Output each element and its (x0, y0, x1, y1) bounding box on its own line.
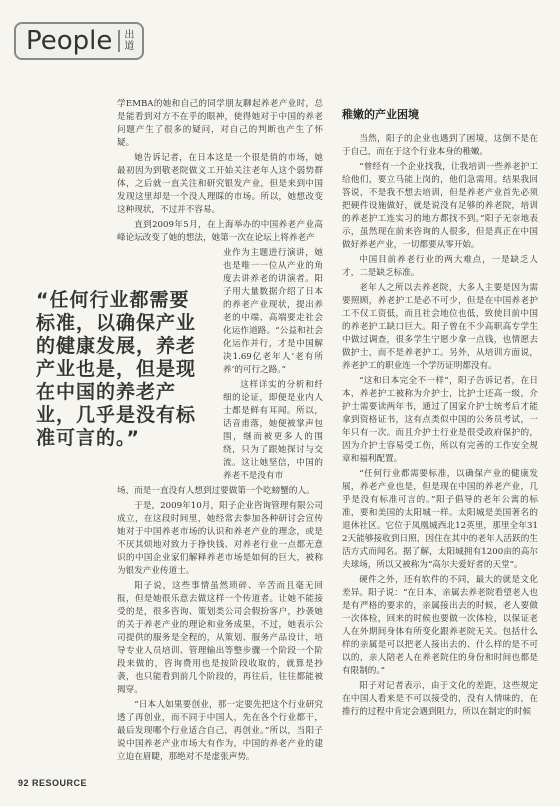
mid-paragraph-1: 学EMBA的她和自己的同学朋友聊起养老产业时，总是能看到对方不在乎的眼神，使得她对于中国的养老问题产生了很多的疑问，对自己的判断也产生了怀疑。 (117, 99, 323, 148)
magazine-name: RESOURCE (32, 778, 88, 788)
right-paragraph-6: “任何行业都需要标准，以确保产业的健康发展，养老产业也是，但是现在中国的养老产业，几乎是没有标准可言的。”阳子倡导的老年公寓的标准，要和美国的太阳城一样。太阳城是美国著名的退休社区。它位于凤凰城西北12英里，那里全年312天能够接收到日照，因住在其中的老年人活跃的生活方式而闻名。据了解，太阳城拥有1200亩的高尔夫球场，所以又被称为“高尔夫爱好者的天堂”。 (342, 469, 538, 570)
right-paragraph-8: 阳子对记者表示，由于文化的差距，这些规定在中国人看来是不可以接受的，没有人情味的，在推行的过程中肯定会遇到阻力，所以在制定的时候 (342, 681, 538, 717)
section-heading: 稚嫩的产业困境 (342, 108, 419, 121)
mid-narrow-paragraph-2: 这样详实的分析和纤细的论证，即便是业内人士都是鲜有耳闻。所以，话音甫落，她便被掌声包围，继而被更多人的围绕，只为了跟她探讨与交流。这让她坚信，中国的养老不是没有市 (223, 380, 323, 481)
right-paragraph-4: 老年人之所以去养老院，大多人主要是因为需要照顾，养老护工是必不可少，但是在中国养老护工不仅工资低，而且社会地位也低，致使目前中国的养老护工缺口巨大。阳子曾在不少高职高专学生中做过调查，很多学生宁愿少拿一点钱，也情愿去做护士，而不是养老护工。另外，从培训方面说，养老护工的职业连一个学历证明都没有。 (342, 283, 538, 371)
middle-column (117, 98, 323, 766)
mid-paragraph-6: 阳子说，这些事情虽然琐碎、辛苦而且毫无回报，但是她很乐意去做这样一个传道者。让她不能接受的是，很多咨询、策划类公司会假扮客户，抄袭她的关于养老产业的理论和业务成果，不过，她表示公司提供的服务是全程的，从策划、服务产品设计，培导专业人员培训、管理输出等整步骤一个阶段一个阶段来做的，咨询费用也是按阶段收取的，就算是抄袭，也只能看到前几个阶段的，再往后，往往都能被揭穿。 (117, 581, 323, 695)
mid-narrow-paragraph-1: 业作为主题进行演讲，她也是唯一一位从产业的角度去讲养老的讲演者。阳子用大量数据介绍了日本的养老产业现状，提出养老的中端、高端要走社会化运作道路。“公益和社会化运作并行，才是中国解决1.69亿老年人‘老有所养’的可行之路。” (223, 248, 323, 375)
section-subtitle (118, 30, 134, 52)
mid-paragraph-3: 直到2009年5月，在上海举办的中国养老产业高峰论坛改变了她的想法，她第一次在论坛上将养老产 (117, 220, 323, 243)
mid-paragraph-7: “日本人如果要创业，那一定要先把这个行业研究透了再创业，而不同于中国人，先在各个行业都干，最后发现哪个行业适合自己，再创业。”所以，当阳子说中国养老产业市场大有作为，中国的养老产业的建立迫在眉睫，那绝对不是虚张声势。 (117, 700, 323, 762)
page-footer (18, 778, 87, 788)
section-subtitle-line-1: 出 (124, 30, 135, 41)
pull-quote: “任何行业都需要标准，以确保产业的健康发展，养老产业也是，但是现在中国的养老产业，几乎是没有标准可言的。” (36, 289, 197, 449)
right-paragraph-2: “曾经有一个企业找我，让我培训一些养老护工给他们，要立马能上岗的，他们急需用。结果我回答说，不是我不想去培训，但是养老产业首先必须把硬件设施做好，就是说没有足够的养老院，培训的养老护工连实习的地方都找不到。”阳子无奈地表示，虽然现在前来咨询的人很多，但是真正在中国做好养老产业，一切都要从零开始。 (342, 162, 538, 250)
right-paragraph-1: 当然，阳子的企业也遇到了困境，这倒不是在于自己，而在于这个行业本身的稚嫩。 (342, 134, 538, 157)
mid-paragraph-5: 于是，2009年10月，阳子企业咨询管理有限公司成立，在这段时间里，她经常去参加各种研讨会宣传她对于中国养老市场的认识和养老产业的理念，或是不厌其烦地对致力于挣快钱、对养老行业一点都无意识的中国企业家们解释养老市场是如何的巨大，被称为银发产业传道士。 (117, 501, 323, 576)
page-number: 92 (18, 778, 30, 788)
section-title: People (26, 26, 113, 56)
section-subtitle-line-2: 道 (124, 41, 135, 52)
mid-narrow-block (223, 247, 323, 483)
section-title-box (14, 22, 144, 60)
right-paragraph-7: 硬件之外，还有软件的不同，最大的就是文化差异。阳子说：“在日本，亲属去养老院看望老人也是有严格的要求的，亲属接出去的时候，老人要做一次体检，回来的时候也要做一次体检，以保证老人在外期间身体有所变化跟养老院无关。包括什么样的亲属是可以把老人接出去的、什么样的是不可以的，亲人陪老人在养老院住的身份和时间也都是有限制的。” (342, 575, 538, 676)
section-header (0, 22, 560, 62)
mid-paragraph-4: 场，而是一直没有人想到过要做第一个吃螃蟹的人。 (117, 486, 315, 496)
right-column (342, 98, 538, 721)
right-paragraph-5: “这和日本完全不一样”，阳子告诉记者，在日本，养老护工被称为介护士，比护士还高一级，介护士需要读两年书，通过了国家介护士统考后才能拿到资格证书，这有点类似中国的公务员考试，一年只有一次。而且介护士行业是很受政府保护的，因为介护士容易受工伤，所以有完善的工作安全规章和福利配置。 (342, 376, 538, 464)
right-paragraph-3: 中国目前养老行业的两大难点，一是缺乏人才，二是缺乏标准。 (342, 255, 538, 278)
mid-paragraph-2: 她告诉记者，在日本这是一个很是俏的市场，她最初因为到敬老院做义工开始关注老年人这个弱势群体，之后就一直关注和研究银发产业，但是来到中国发现这里却是一个没人理睬的市场。所以，她想改变这种现状，不过并不容易。 (117, 153, 323, 215)
